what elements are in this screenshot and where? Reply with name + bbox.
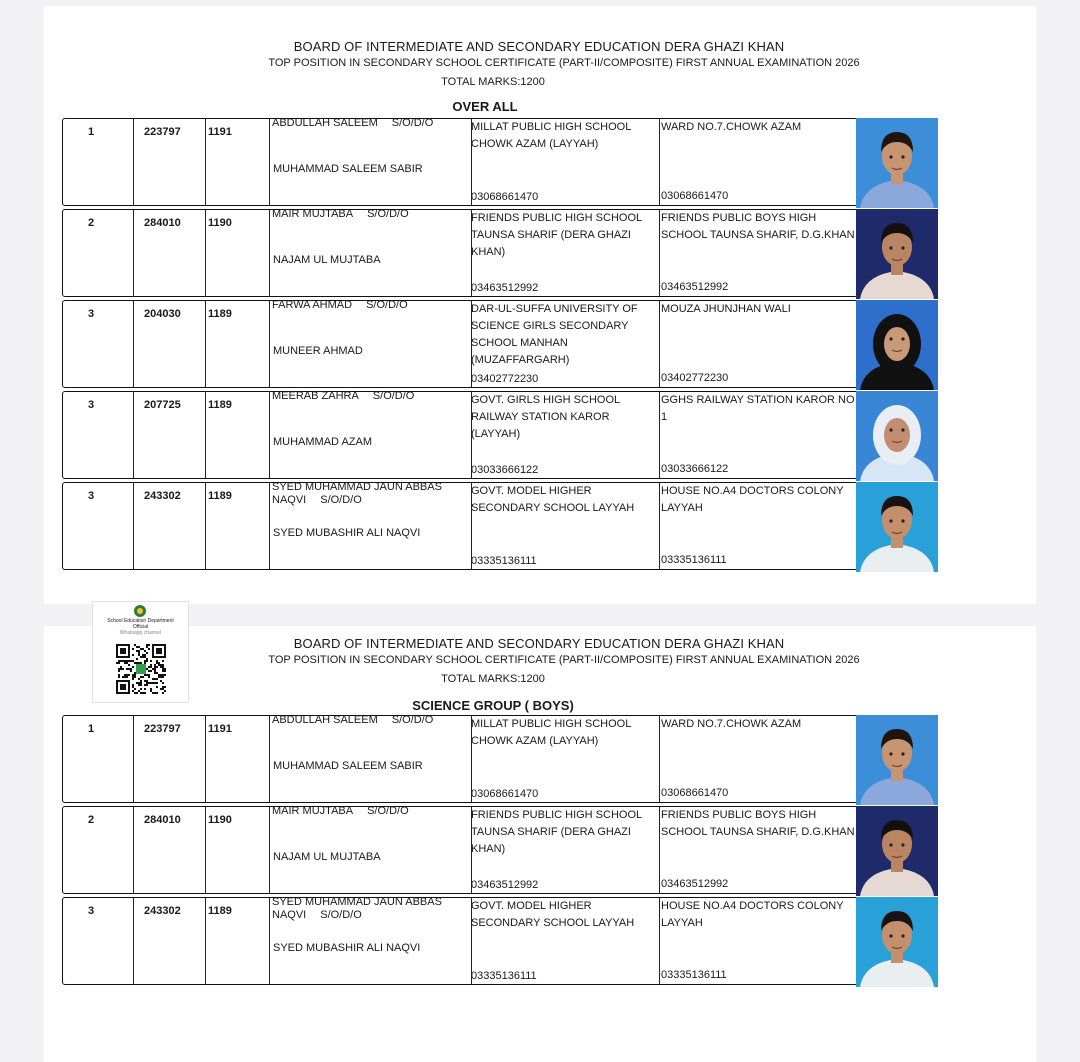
column-divider: [205, 807, 206, 893]
student-photo: [856, 209, 938, 299]
column-divider: [269, 392, 270, 478]
marks-cell: 1191: [208, 126, 232, 138]
column-divider: [205, 392, 206, 478]
column-divider: [133, 210, 134, 296]
father-name: MUHAMMAD SALEEM SABIR: [273, 163, 423, 175]
table-row: [62, 300, 938, 388]
board-title: BOARD OF INTERMEDIATE AND SECONDARY EDUCATION DERA GHAZI KHAN: [293, 636, 785, 651]
student-photo: [856, 897, 938, 987]
marks-cell: 1189: [208, 399, 232, 411]
address-phone: 03463512992: [661, 878, 729, 890]
column-divider: [133, 301, 134, 387]
student-name-cell: [272, 714, 464, 727]
relation-label: S/O/D/O: [320, 909, 362, 921]
marks-cell: 1190: [208, 814, 232, 826]
column-divider: [269, 301, 270, 387]
relation-label: S/O/D/O: [366, 299, 408, 311]
student-photo: [856, 391, 938, 481]
student-name: MAIR MUJTABA: [272, 208, 354, 220]
school-name: MILLAT PUBLIC HIGH SCHOOL CHOWK AZAM (LAYYAH): [471, 718, 631, 747]
relation-label: S/O/D/O: [320, 494, 362, 506]
school-phone: 03463512992: [471, 282, 539, 294]
qr-card-line2: Official: [132, 624, 149, 630]
position-cell: 3: [88, 308, 95, 320]
board-title: BOARD OF INTERMEDIATE AND SECONDARY EDUCATION DERA GHAZI KHAN: [293, 39, 785, 54]
roll-number-cell: 207725: [144, 399, 181, 411]
exam-subtitle: TOP POSITION IN SECONDARY SCHOOL CERTIFICATE (PART-II/COMPOSITE) FIRST ANNUAL EXAMINATION 2026: [268, 57, 860, 69]
column-divider: [205, 210, 206, 296]
total-marks: TOTAL MARKS:1200: [441, 673, 545, 685]
qr-card-line3: Whatsapp channel: [119, 630, 162, 636]
qr-channel-card: [92, 601, 189, 703]
home-address: MOUZA JHUNJHAN WALI: [661, 303, 791, 315]
column-divider: [659, 807, 660, 893]
father-name: MUHAMMAD SALEEM SABIR: [273, 760, 423, 772]
position-cell: 2: [88, 217, 95, 229]
position-cell: 2: [88, 814, 95, 826]
student-name-cell: [272, 208, 464, 221]
relation-label: S/O/D/O: [372, 390, 415, 402]
relation-label: S/O/D/O: [367, 208, 409, 220]
address-phone: 03335136111: [661, 969, 727, 981]
school-phone: 03402772230: [471, 373, 539, 385]
marks-cell: 1190: [208, 217, 232, 229]
column-divider: [659, 210, 660, 296]
column-divider: [269, 898, 270, 984]
home-address: FRIENDS PUBLIC BOYS HIGH SCHOOL TAUNSA SHARIF, D.G.KHAN: [661, 809, 855, 838]
column-divider: [205, 483, 206, 569]
table-row: [62, 482, 938, 570]
student-photo: [856, 806, 938, 896]
column-divider: [205, 119, 206, 205]
student-name: ABDULLAH SALEEM: [272, 714, 378, 726]
home-address: HOUSE NO.A4 DOCTORS COLONY LAYYAH: [661, 900, 844, 929]
exam-subtitle: TOP POSITION IN SECONDARY SCHOOL CERTIFICATE (PART-II/COMPOSITE) FIRST ANNUAL EXAMINATION 2026: [268, 654, 860, 666]
column-divider: [133, 483, 134, 569]
student-name-cell: [272, 805, 464, 818]
table-row: [62, 715, 938, 803]
column-divider: [659, 483, 660, 569]
student-photo: [856, 715, 938, 805]
marks-cell: 1189: [208, 308, 232, 320]
father-name: MUHAMMAD AZAM: [273, 436, 372, 448]
roll-number-cell: 204030: [144, 308, 181, 320]
student-name: SYED MUHAMMAD JAUN ABBAS NAQVI: [272, 481, 442, 506]
school-phone: 03068661470: [471, 191, 539, 203]
column-divider: [269, 210, 270, 296]
home-address: GGHS RAILWAY STATION KAROR NO 1: [661, 394, 855, 423]
qr-code-icon: [116, 644, 166, 694]
relation-label: S/O/D/O: [391, 714, 434, 726]
student-name-cell: [272, 481, 464, 507]
column-divider: [133, 392, 134, 478]
column-divider: [205, 301, 206, 387]
student-name-cell: [272, 896, 464, 922]
student-name-cell: [272, 299, 464, 312]
father-name: NAJAM UL MUJTABA: [273, 254, 381, 266]
address-phone: 03463512992: [661, 281, 729, 293]
school-name: GOVT. MODEL HIGHER SECONDARY SCHOOL LAYYAH: [471, 900, 635, 929]
home-address: WARD NO.7.CHOWK AZAM: [661, 718, 802, 730]
roll-number-cell: 284010: [144, 217, 181, 229]
student-name: ABDULLAH SALEEM: [272, 117, 378, 129]
school-name: MILLAT PUBLIC HIGH SCHOOL CHOWK AZAM (LAYYAH): [471, 121, 631, 150]
column-divider: [269, 807, 270, 893]
relation-label: S/O/D/O: [391, 117, 434, 129]
roll-number-cell: 284010: [144, 814, 181, 826]
roll-number-cell: 223797: [144, 126, 181, 138]
column-divider: [269, 716, 270, 802]
qr-card-line1: School Education Department: [107, 618, 174, 624]
student-photo: [856, 300, 938, 390]
column-divider: [133, 898, 134, 984]
address-phone: 03402772230: [661, 372, 729, 384]
table-row: [62, 118, 938, 206]
table-row: [62, 391, 938, 479]
column-divider: [659, 898, 660, 984]
school-name: FRIENDS PUBLIC HIGH SCHOOL TAUNSA SHARIF (DERA GHAZI KHAN): [471, 809, 642, 855]
column-divider: [659, 716, 660, 802]
school-phone: 03068661470: [471, 788, 539, 800]
column-divider: [659, 119, 660, 205]
address-phone: 03033666122: [661, 463, 729, 475]
column-divider: [269, 483, 270, 569]
father-name: SYED MUBASHIR ALI NAQVI: [273, 942, 421, 954]
position-cell: 3: [88, 905, 95, 917]
student-name: SYED MUHAMMAD JAUN ABBAS NAQVI: [272, 896, 442, 921]
student-name: FARWA AHMAD: [272, 299, 353, 311]
marks-cell: 1191: [208, 723, 232, 735]
column-divider: [659, 301, 660, 387]
column-divider: [269, 119, 270, 205]
roll-number-cell: 243302: [144, 905, 181, 917]
address-phone: 03068661470: [661, 787, 729, 799]
school-name: DAR-UL-SUFFA UNIVERSITY OF SCIENCE GIRLS SECONDARY SCHOOL MANHAN (MUZAFFARGARH): [471, 303, 638, 366]
school-name: GOVT. GIRLS HIGH SCHOOL RAILWAY STATION KAROR (LAYYAH): [471, 394, 620, 440]
father-name: SYED MUBASHIR ALI NAQVI: [273, 527, 421, 539]
column-divider: [133, 807, 134, 893]
home-address: FRIENDS PUBLIC BOYS HIGH SCHOOL TAUNSA SHARIF, D.G.KHAN: [661, 212, 855, 241]
student-photo: [856, 118, 938, 208]
roll-number-cell: 223797: [144, 723, 181, 735]
home-address: WARD NO.7.CHOWK AZAM: [661, 121, 802, 133]
position-cell: 1: [88, 126, 95, 138]
roll-number-cell: 243302: [144, 490, 181, 502]
table-row: [62, 806, 938, 894]
position-cell: 3: [88, 490, 95, 502]
school-name: GOVT. MODEL HIGHER SECONDARY SCHOOL LAYYAH: [471, 485, 635, 514]
section-title-overall: OVER ALL: [452, 99, 518, 114]
address-phone: 03335136111: [661, 554, 727, 566]
column-divider: [133, 716, 134, 802]
address-phone: 03068661470: [661, 190, 729, 202]
position-cell: 3: [88, 399, 95, 411]
student-name-cell: [272, 390, 464, 403]
table-row: [62, 897, 938, 985]
father-name: MUNEER AHMAD: [273, 345, 363, 357]
column-divider: [133, 119, 134, 205]
school-phone: 03033666122: [471, 464, 539, 476]
column-divider: [659, 392, 660, 478]
school-phone: 03463512992: [471, 879, 539, 891]
relation-label: S/O/D/O: [367, 805, 409, 817]
school-phone: 03335136111: [471, 970, 537, 982]
marks-cell: 1189: [208, 490, 232, 502]
home-address: HOUSE NO.A4 DOCTORS COLONY LAYYAH: [661, 485, 844, 514]
column-divider: [205, 716, 206, 802]
table-row: [62, 209, 938, 297]
school-phone: 03335136111: [471, 555, 537, 567]
marks-cell: 1189: [208, 905, 232, 917]
father-name: NAJAM UL MUJTABA: [273, 851, 381, 863]
column-divider: [205, 898, 206, 984]
student-name-cell: [272, 117, 464, 130]
section-title-science: SCIENCE GROUP ( BOYS): [412, 698, 574, 713]
school-name: FRIENDS PUBLIC HIGH SCHOOL TAUNSA SHARIF (DERA GHAZI KHAN): [471, 212, 642, 258]
student-photo: [856, 482, 938, 572]
total-marks: TOTAL MARKS:1200: [441, 76, 545, 88]
student-name: MAIR MUJTABA: [272, 805, 354, 817]
student-name: MEERAB ZAHRA: [272, 390, 359, 402]
position-cell: 1: [88, 723, 95, 735]
